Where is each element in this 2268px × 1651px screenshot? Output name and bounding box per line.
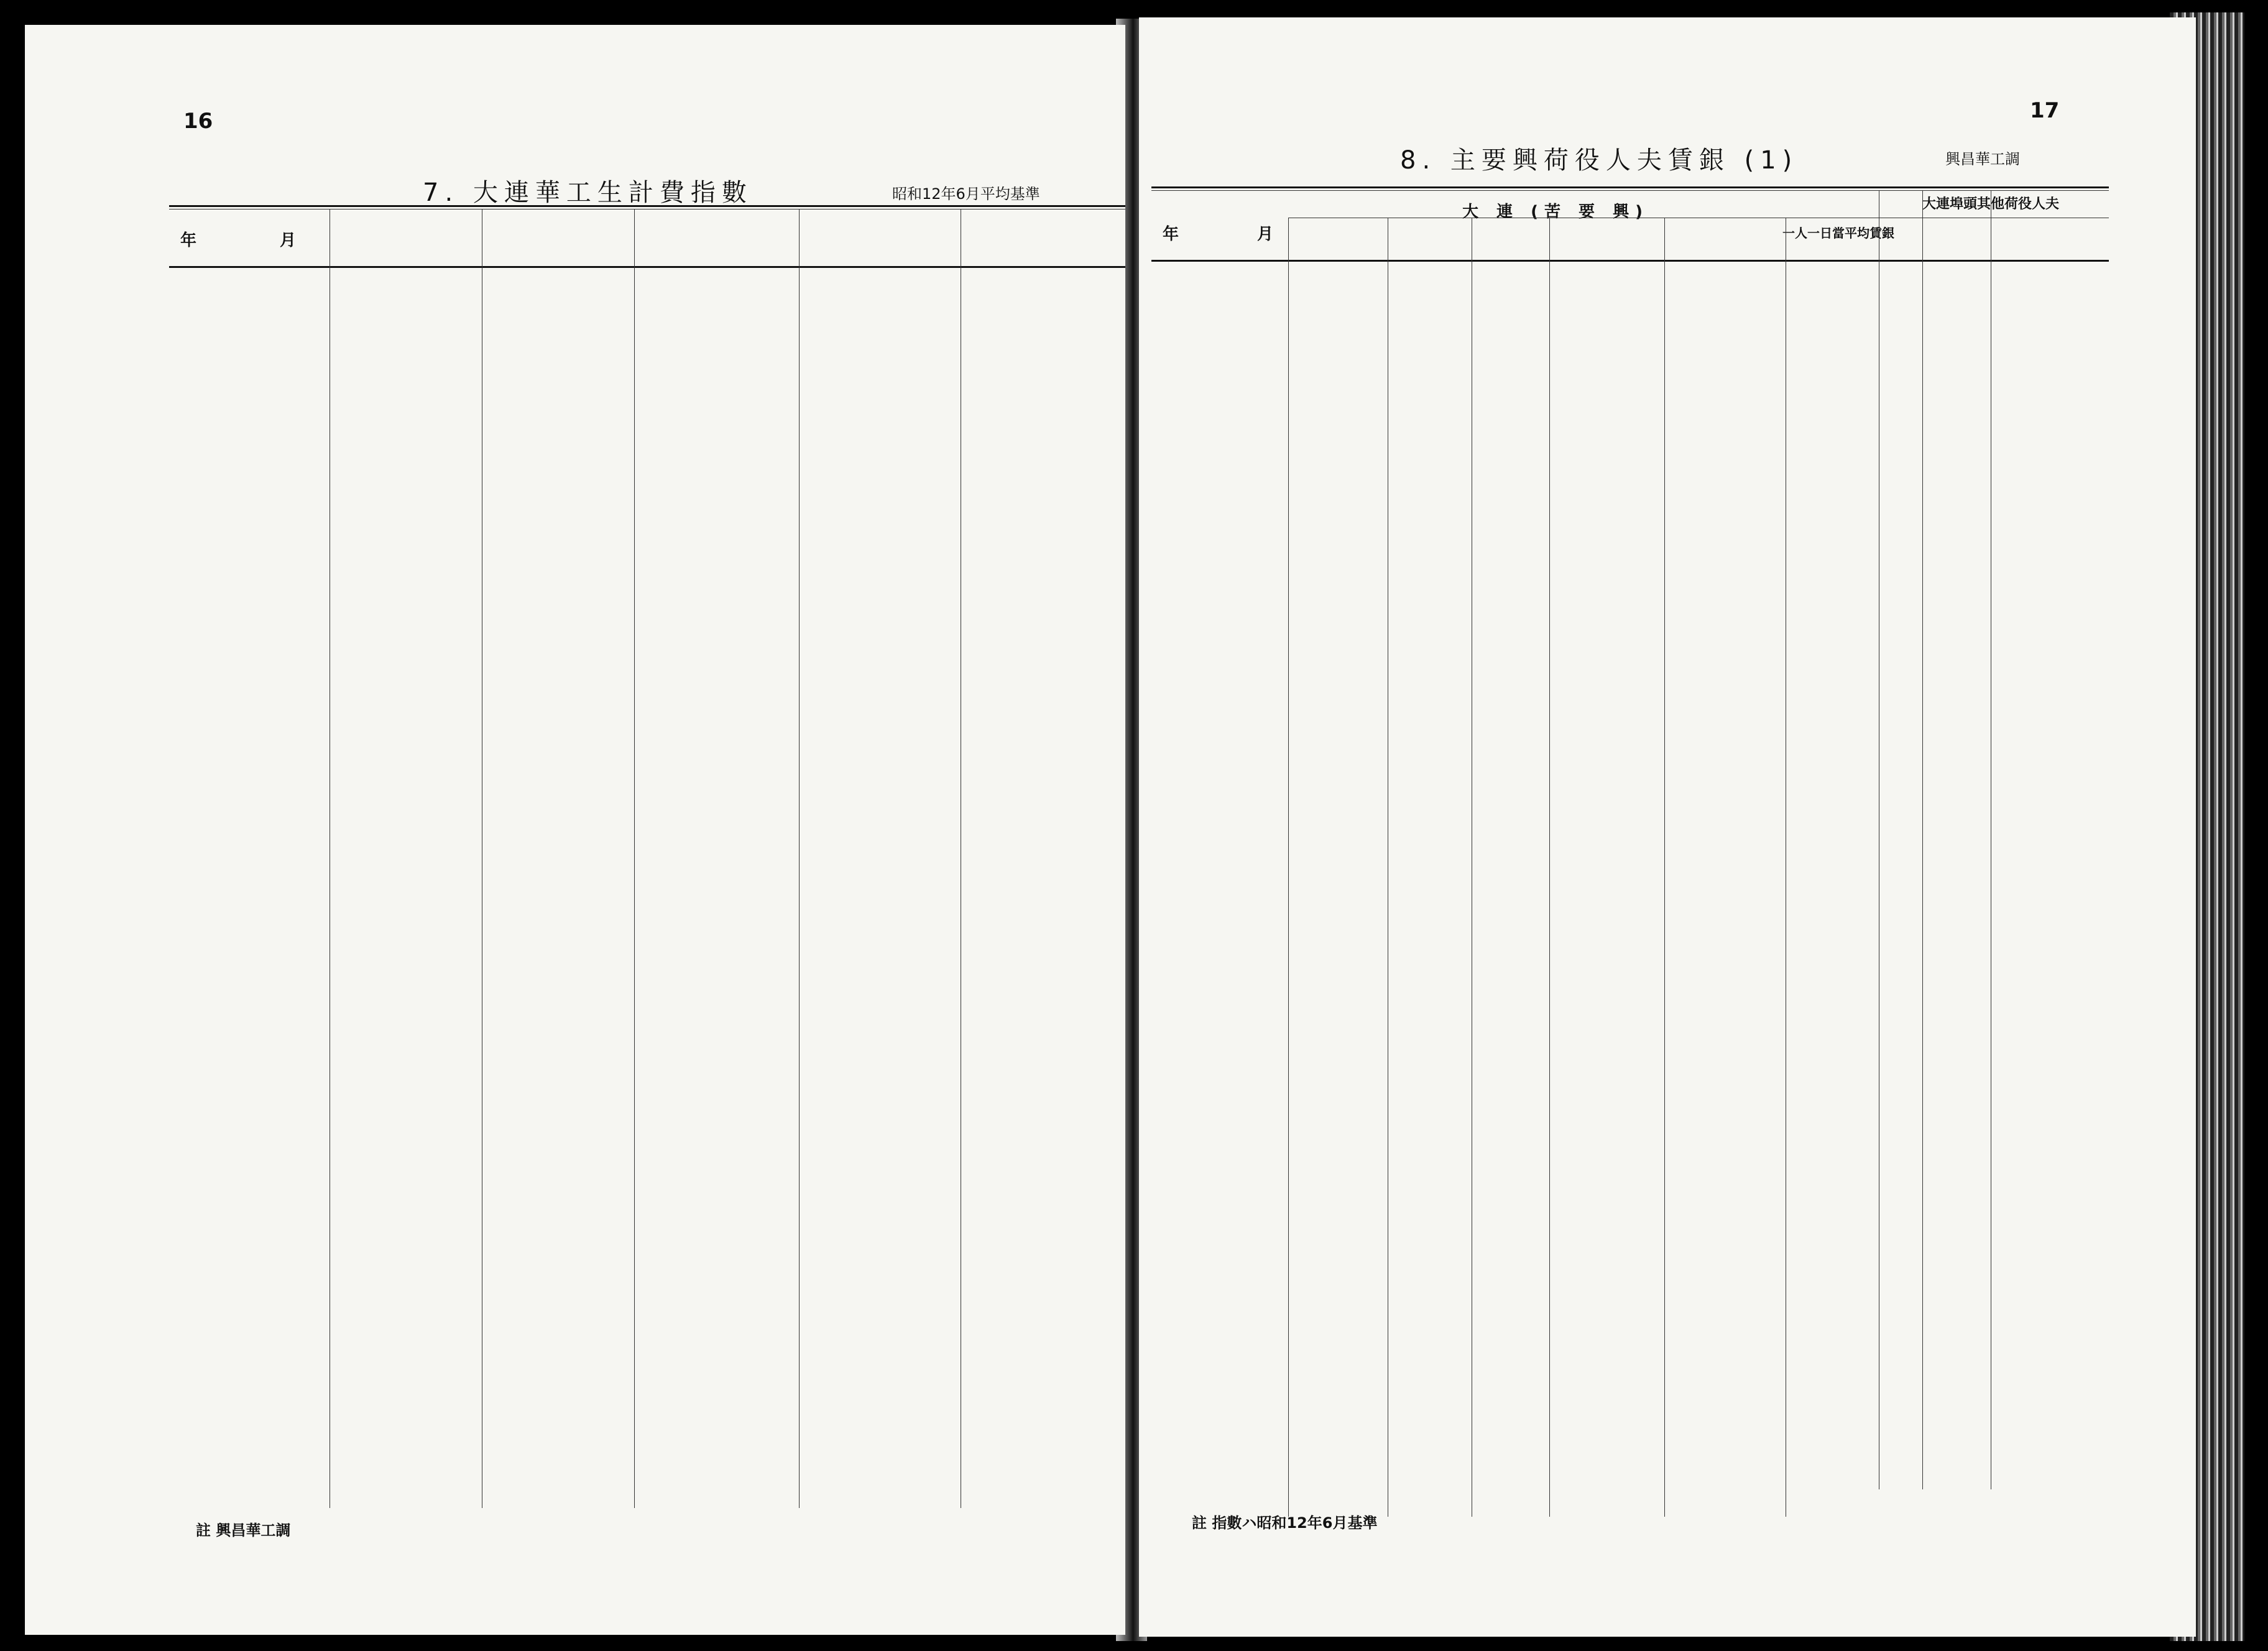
header-rule: [169, 266, 1125, 268]
page-number: 16: [183, 109, 213, 134]
header-group-other: 大連埠頭其他荷役人夫: [1922, 196, 2059, 212]
table-title: 7. 大連華工生計費指數: [423, 178, 753, 207]
top-rule: [169, 205, 1125, 207]
right-page: [1139, 17, 2196, 1637]
source-note: 興昌華工調: [1945, 150, 2020, 168]
table-title: 8. 主要興荷役人夫賃銀 (1): [1400, 146, 1799, 175]
column-divider: [1664, 218, 1665, 1517]
header-group-dalian: 大 連 (苦 要 興): [1462, 203, 1649, 221]
column-divider: [1549, 218, 1550, 1517]
left-page: [25, 25, 1125, 1635]
header-year: 年: [180, 231, 203, 250]
column-divider: [1922, 190, 1923, 1489]
header-rule: [1151, 260, 2109, 262]
column-divider: [1288, 218, 1289, 1517]
page-number: 17: [2030, 98, 2060, 123]
column-divider: [799, 209, 800, 1508]
header-month: 月: [280, 231, 303, 250]
base-note: 昭和12年6月平均基準: [892, 185, 1040, 203]
footnote: 註 指數ハ昭和12年6月基準: [1192, 1514, 1378, 1532]
footnote: 註 興昌華工調: [196, 1522, 291, 1539]
header-month: 月: [1257, 225, 1280, 244]
column-divider: [634, 209, 635, 1508]
header-sub-group: 一人一日當平均賃銀: [1782, 226, 1894, 241]
header-year: 年: [1163, 225, 1186, 244]
top-rule: [1151, 186, 2109, 188]
top-rule-thin: [1151, 190, 2109, 191]
